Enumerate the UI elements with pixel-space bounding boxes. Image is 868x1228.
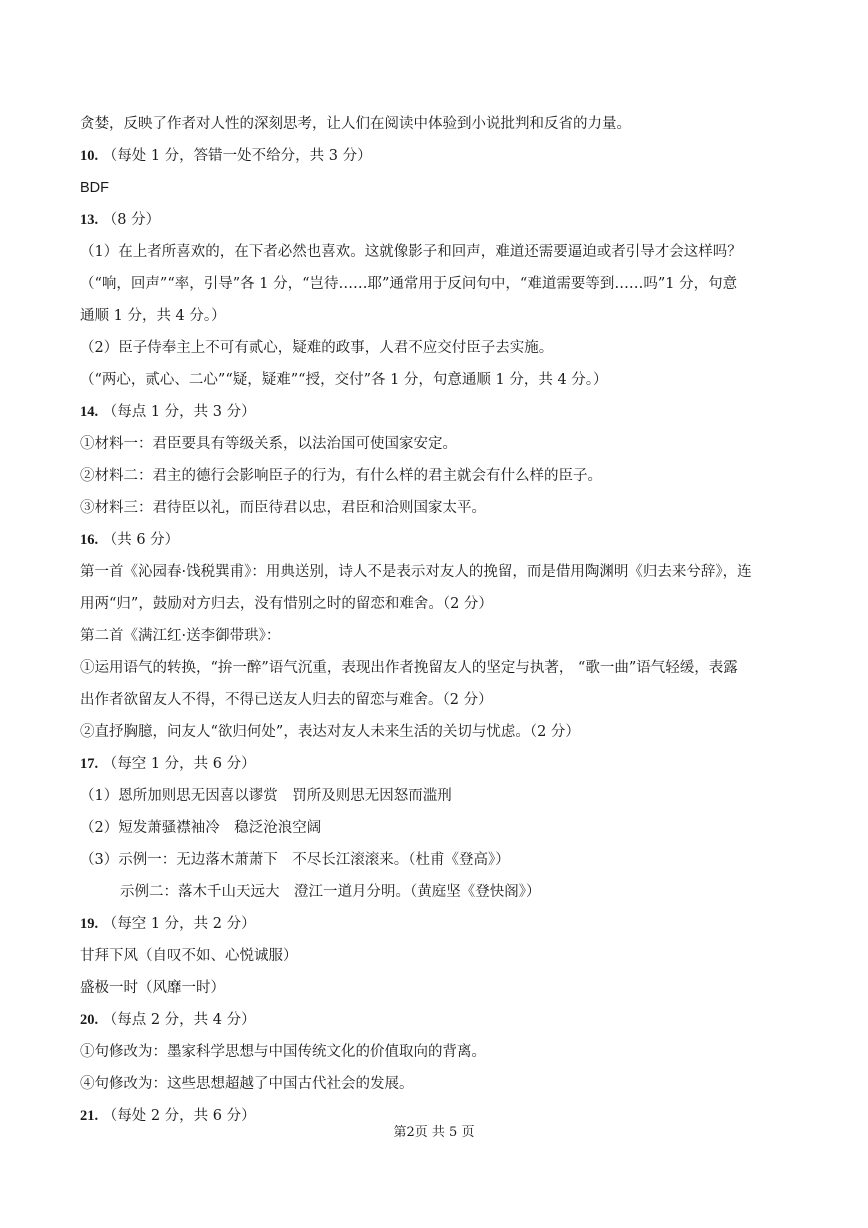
page-footer: 第2页 共 5 页 [393,1125,475,1140]
question-number: 10. [80,148,99,164]
answer-line [80,812,800,844]
answer-line-text: （“响，回声”“率，引导”各 1 分，“岂待……耶”通常用于反问句中，“难道需要等到……吗”1 分，句意 [80,276,738,292]
question-heading [80,140,800,172]
question-heading [80,908,800,940]
question-scoring-note: （每处 1 分，答错一处不给分，共 3 分） [102,148,372,164]
question-scoring-note: （每点 2 分，共 4 分） [102,1012,256,1028]
question-heading [80,748,800,780]
question-number: 14. [80,404,99,420]
answer-line-text: ①材料一：君臣要具有等级关系，以法治国可使国家安定。 [80,436,457,452]
question-scoring-note: （8 分） [102,212,161,228]
question-number: 20. [80,1012,99,1028]
answer-line-text: 示例二：落木千山天远大 澄江一道月分明。（黄庭坚《登快阁》） [120,884,541,900]
answer-line-text: 第一首《沁园春·饯税巽甫》：用典送别，诗人不是表示对友人的挽留，而是借用陶渊明《归去来兮辞》，连 [80,564,752,580]
answer-line-text: 甘拜下风（自叹不如、心悦诚服） [80,948,298,964]
answer-line [80,364,800,396]
answer-line [80,492,800,524]
question-heading [80,524,800,556]
answer-line [80,1068,800,1100]
answer-line [80,588,800,620]
answer-line-text: 用两“归”，鼓励对方归去，没有惜别之时的留恋和难舍。（2 分） [80,596,493,612]
answer-line [80,268,800,300]
answer-line [80,428,800,460]
answer-line [80,844,800,876]
question-number: 21. [80,1108,99,1124]
question-number: 13. [80,212,99,228]
answer-line [80,780,800,812]
answer-content [80,108,800,1132]
question-heading [80,396,800,428]
answer-line-text: ②材料二：君主的德行会影响臣子的行为，有什么样的君主就会有什么样的臣子。 [80,468,602,484]
question-number: 19. [80,916,99,932]
answer-line-text: ①运用语气的转换，“拚一醉”语气沉重，表现出作者挽留友人的坚定与执著， “歌一曲”语气轻缓，表露 [80,660,738,676]
answer-line-text: 贪婪，反映了作者对人性的深刻思考，让人们在阅读中体验到小说批判和反省的力量。 [80,116,631,132]
answer-line [80,236,800,268]
answer-line-text: ②直抒胸臆，问友人“欲归何处”，表达对友人未来生活的关切与忧虑。（2 分） [80,724,580,740]
answer-line [80,300,800,332]
question-scoring-note: （每处 2 分，共 6 分） [102,1108,256,1124]
answer-line-text: （1）在上者所喜欢的，在下者必然也喜欢。这就像影子和回声，难道还需要逼迫或者引导才会这样吗？ [80,244,742,260]
answer-line [80,876,800,908]
answer-line-text: （2）短发萧骚襟袖冷 稳泛沧浪空阔 [80,820,322,836]
answer-line [80,940,800,972]
answer-line [80,716,800,748]
answer-line-text: 出作者欲留友人不得，不得已送友人归去的留恋与难舍。（2 分） [80,692,493,708]
question-scoring-note: （每点 1 分，共 3 分） [102,404,256,420]
question-number: 16. [80,532,99,548]
answer-line [80,332,800,364]
answer-line [80,556,800,588]
answer-line [80,1036,800,1068]
answer-line-text: （2）臣子侍奉主上不可有贰心，疑难的政事，人君不应交付臣子去实施。 [80,340,554,356]
question-number: 17. [80,756,99,772]
question-scoring-note: （共 6 分） [102,532,180,548]
answer-line [80,652,800,684]
answer-line-text: ①句修改为：墨家科学思想与中国传统文化的价值取向的背离。 [80,1044,486,1060]
question-heading [80,1004,800,1036]
question-scoring-note: （每空 1 分，共 6 分） [102,756,256,772]
answer-line-text: ③材料三：君待臣以礼，而臣待君以忠，君臣和洽则国家太平。 [80,500,486,516]
answer-line-text: （3）示例一：无边落木萧萧下 不尽长江滚滚来。（杜甫《登高》） [80,852,510,868]
answer-line [80,108,800,140]
answer-line [80,620,800,652]
answer-line-text: 第二首《满江红·送李御带珙》： [80,628,281,644]
answer-line-text: （1）恩所加则思无因喜以谬赏 罚所及则思无因怒而滥刑 [80,788,452,804]
answer-line [80,684,800,716]
answer-choices-text: BDF [80,180,109,196]
answer-line [80,972,800,1004]
answer-line-text: （“两心，贰心、二心”“疑，疑难”“授，交付”各 1 分，句意通顺 1 分，共 4 分。） [80,372,608,388]
question-heading [80,204,800,236]
answer-line-text: 盛极一时（风靡一时） [80,980,225,996]
answer-line-text: 通顺 1 分，共 4 分。） [80,308,226,324]
answer-line-text: ④句修改为：这些思想超越了中国古代社会的发展。 [80,1076,414,1092]
question-scoring-note: （每空 1 分，共 2 分） [102,916,256,932]
answer-choices [80,172,800,204]
answer-line [80,460,800,492]
